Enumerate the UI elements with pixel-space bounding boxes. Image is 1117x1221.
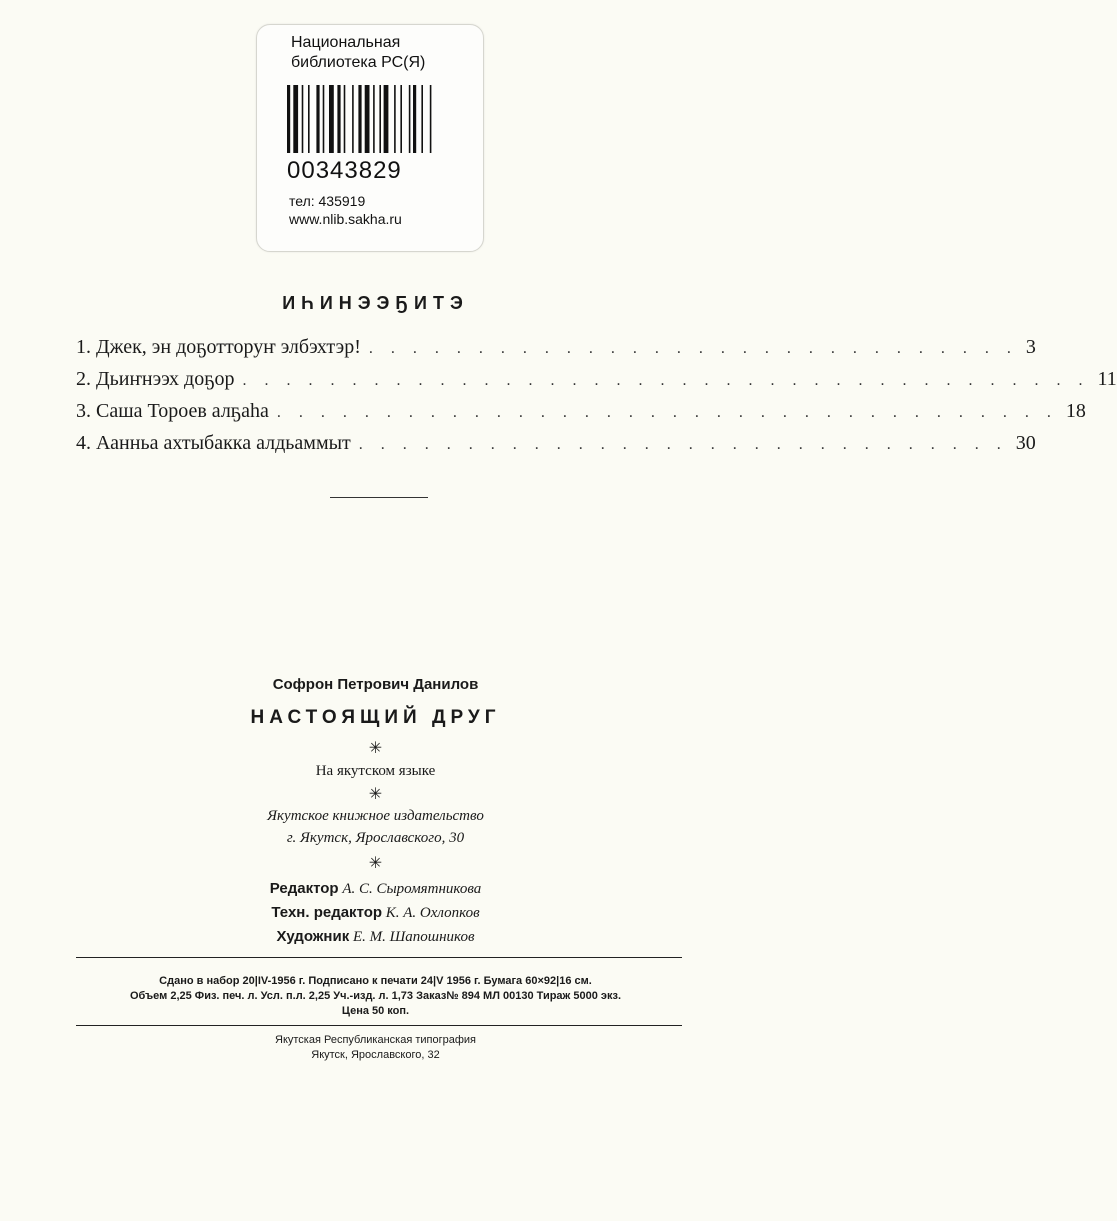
toc-entry <box>76 368 1117 400</box>
contents-heading: ИҺИНЭЭҔИТЭ <box>282 293 469 313</box>
toc-entry-title: 4. Аанньа ахтыбакка алдьаммыт <box>76 432 351 454</box>
library-url: www.nlib.sakha.ru <box>289 211 402 227</box>
asterism-ornament: ✳ <box>368 740 383 757</box>
toc-entry <box>76 400 1086 432</box>
library-phone: тел: 435919 <box>289 193 366 209</box>
author-name: Софрон Петрович Данилов <box>272 676 479 693</box>
credit-editor <box>0 877 751 901</box>
toc-entry-page: 30 <box>1015 432 1036 454</box>
library-name <box>291 33 425 73</box>
credit-person: К. А. Охлопков <box>385 905 480 921</box>
table-of-contents <box>76 336 1117 464</box>
barcode-number: 00343829 <box>287 157 402 184</box>
printing-details <box>0 974 751 1019</box>
printer-name: Якутская Республиканская типография <box>275 1034 476 1046</box>
library-name-line2: библиотека РС(Я) <box>291 54 426 71</box>
credit-role: Техн. редактор <box>271 904 383 921</box>
asterism-ornament: ✳ <box>368 855 383 872</box>
toc-leader-dots: . . . . . . . . . . . . . . . . . . . . . . . . . . . . . . <box>368 340 1018 357</box>
library-sticker <box>256 24 484 252</box>
printer-address: Якутск, Ярославского, 32 <box>311 1049 440 1061</box>
publisher-address: г. Якутск, Ярославского, 30 <box>286 830 465 846</box>
price-line: Цена 50 коп. <box>341 1005 410 1017</box>
credit-role: Редактор <box>269 880 339 897</box>
credit-artist <box>0 925 751 949</box>
toc-entry-title: 2. Дьиҥнээх доҕор <box>76 368 235 390</box>
credit-person: А. С. Сыромятникова <box>342 881 482 897</box>
toc-leader-dots: . . . . . . . . . . . . . . . . . . . . . . . . . . . . . . . . . . . . <box>276 404 1058 421</box>
toc-entry-page: 11 <box>1097 368 1117 390</box>
credit-person: Е. М. Шапошников <box>352 929 475 945</box>
toc-leader-dots: . . . . . . . . . . . . . . . . . . . . . . . . . . . . . . <box>358 436 1008 453</box>
toc-entry-title: 1. Джек, эн доҕотторуҥ элбэхтэр! <box>76 336 361 358</box>
divider-line <box>76 957 682 958</box>
publisher-name: Якутское книжное издательство <box>267 808 484 824</box>
printer-info <box>0 1033 751 1063</box>
toc-entry-page: 18 <box>1065 400 1086 422</box>
toc-entry <box>76 336 1036 368</box>
divider-line <box>76 1025 682 1026</box>
printing-details-line: Сдано в набор 20|IV-1956 г. Подписано к печати 24|V 1956 г. Бумага 60×92|16 см. <box>159 975 592 987</box>
library-name-line1: Национальная <box>291 34 401 51</box>
printing-details-line: Объем 2,25 Физ. печ. л. Усл. п.л. 2,25 Уч.-изд. л. 1,73 Заказ№ 894 МЛ 00130 Тираж 5000 экз. <box>129 990 622 1002</box>
credit-tech-editor <box>0 901 751 925</box>
toc-entry-title: 3. Саша Тороев алҕаһа <box>76 400 269 422</box>
credits-list <box>0 877 751 949</box>
toc-leader-dots: . . . . . . . . . . . . . . . . . . . . . . . . . . . . . . . . . . . . . . . <box>242 372 1090 389</box>
language-note: На якутском языке <box>315 763 436 779</box>
toc-entry-page: 3 <box>1025 336 1036 358</box>
toc-entry <box>76 432 1036 464</box>
credit-role: Художник <box>276 928 350 945</box>
book-title: НАСТОЯЩИЙ ДРУГ <box>250 707 501 728</box>
section-divider <box>330 497 428 498</box>
asterism-ornament: ✳ <box>368 786 383 803</box>
